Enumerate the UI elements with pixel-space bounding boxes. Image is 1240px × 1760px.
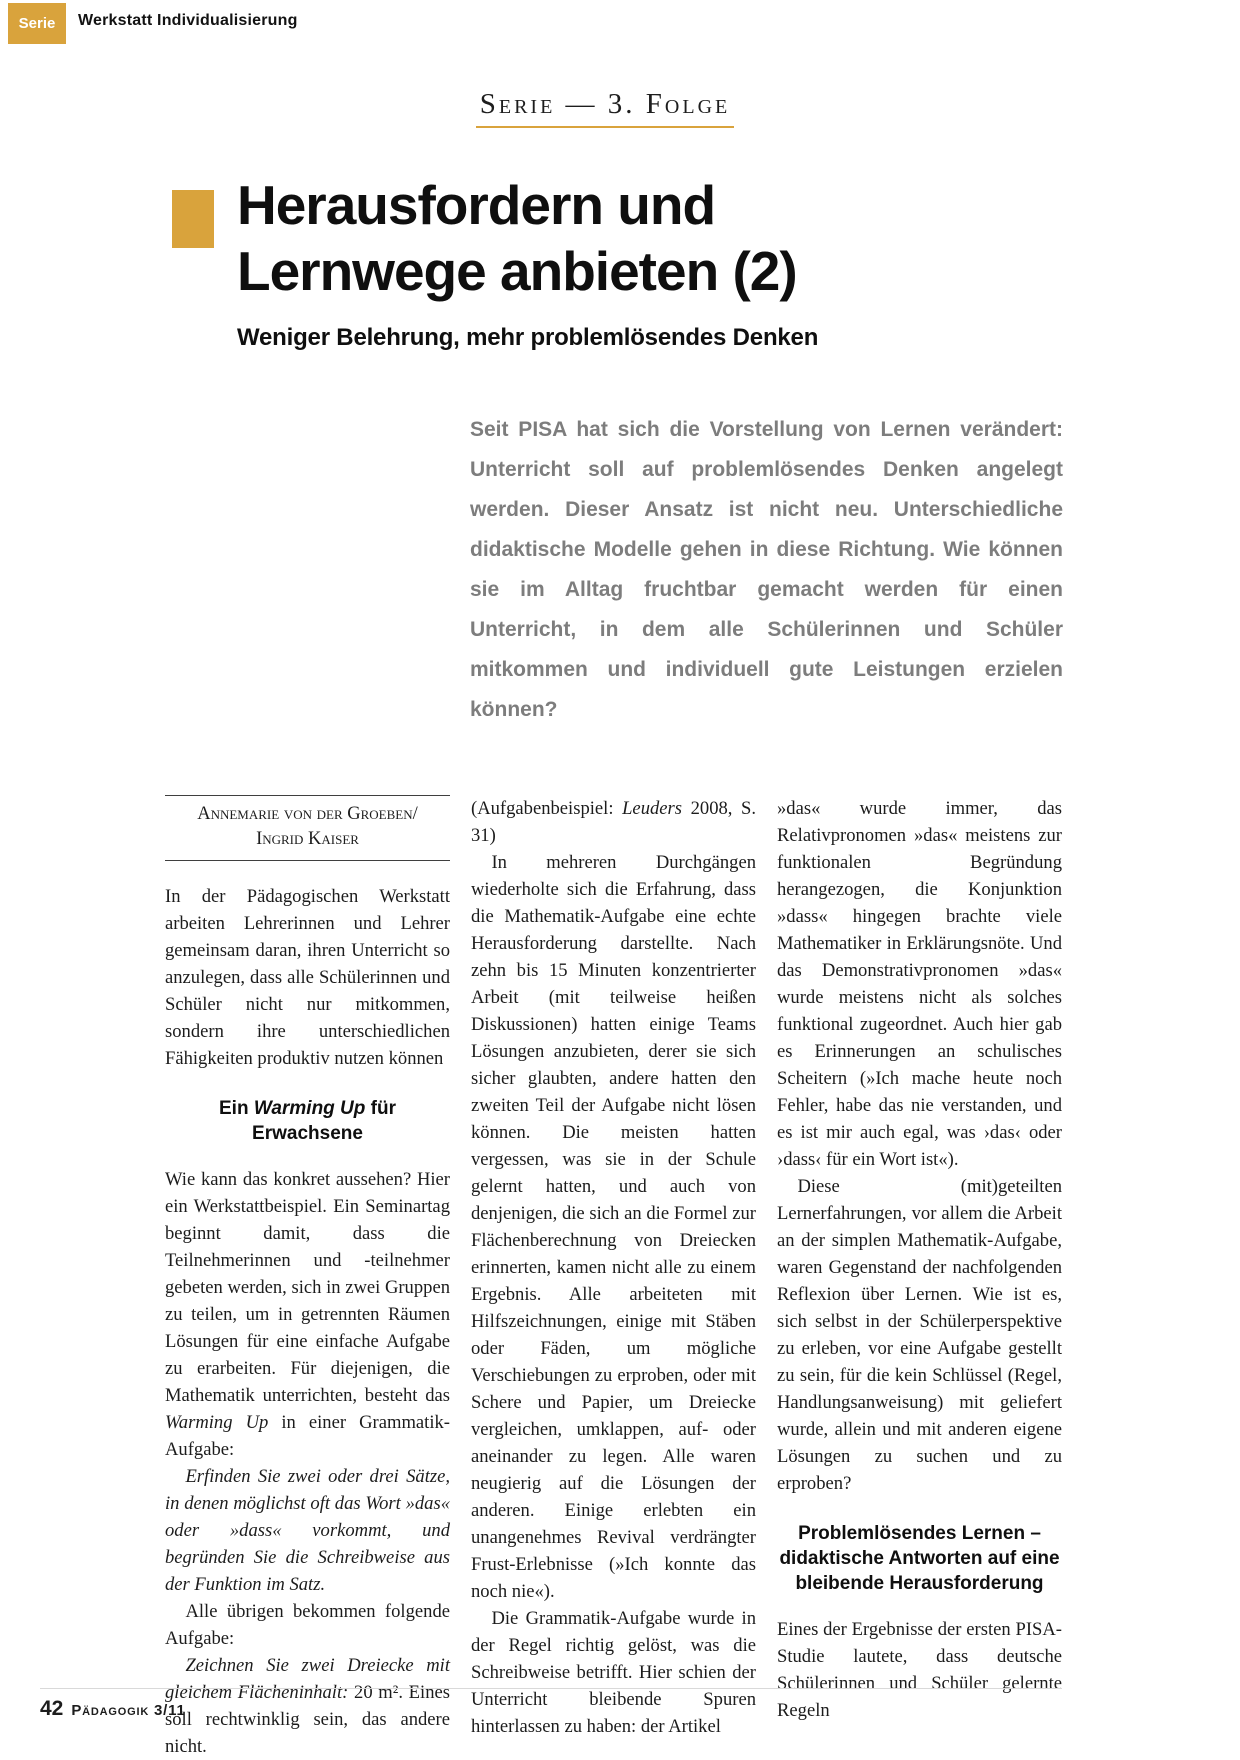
body-paragraph: In der Pädagogischen Werkstatt arbeiten Lehrerinnen und Lehrer gemeinsam daran, ihren Unterricht so anzulegen, dass alle Schülerinnen und Schüler nicht nur mitkommen, sondern ihre unterschiedlichen Fähigkeiten produktiv nutzen können (165, 886, 450, 1069)
body-paragraph: (Aufgabenbeispiel: Leuders 2008, S. 31) (471, 798, 757, 846)
body-paragraph: Zeichnen Sie zwei Dreiecke mit gleichem Flächeninhalt: 20 m². Eines soll rechtwinklig sein, das andere nicht. (165, 1655, 450, 1757)
page-title-line2: Lernwege anbieten (2) (237, 240, 797, 302)
column-3 (777, 795, 1062, 1760)
author-line2: Ingrid Kaiser (256, 829, 359, 849)
body-paragraph: Erfinden Sie zwei oder drei Sätze, in denen möglichst oft das Wort »das« oder »dass« vorkommt, und begründen Sie die Schreibweise aus der Funktion im Satz. (165, 1466, 450, 1595)
title-bullet-square (172, 190, 214, 248)
column-heading: Problemlösendes Lernen – didaktische Antworten auf eine bleibende Herausforderung (779, 1523, 1060, 1594)
series-tab (8, 3, 66, 44)
body-paragraph: Diese (mit)geteilten Lernerfahrungen, vor allem die Arbeit an der simplen Mathematik-Aufgabe, waren Gegenstand der nachfolgenden Reflexion über Lernen. Wie ist es, sich selbst in der Schülerperspektive zu erleben, vor eine Aufgabe gestellt zu sein, für die kein Schlüssel (Regel, Handlungsanweisung) mit geliefert wurde, allein und mit anderen eigene Lösungen zu suchen und zu erproben? (777, 1176, 1062, 1494)
column-1-text (165, 883, 450, 1760)
footer-rule (40, 1688, 1062, 1689)
series-tab-label: Serie (18, 15, 56, 32)
page-title-line1: Herausfordern und (237, 174, 716, 236)
body-paragraph: »das« wurde immer, das Relativpronomen »das« meistens zur funktionalen Begründung herangezogen, die Konjunktion »dass« hingegen brachte viele Mathematiker in Erklärungsnöte. Und das Demonstrativpronomen »das« wurde meistens nicht als solches funktional zugeordnet. Auch hier gab es Erinnerungen an schulisches Scheitern (»Ich mache heute noch Fehler, habe das nie verstanden, und es ist mir auch egal, was ›das‹ oder ›dass‹ für ein Wort ist«). (777, 798, 1062, 1170)
page-footer (40, 1697, 186, 1721)
series-strip-title: Werkstatt Individualisierung (78, 12, 298, 29)
author-line1: Annemarie von der Groeben/ (197, 804, 418, 824)
article-columns (165, 795, 1062, 1757)
body-paragraph: Die Grammatik-Aufgabe wurde in der Regel richtig gelöst, was die Schreibweise betrifft. Hier schien der Unterricht bleibende Spuren hinterlassen zu haben: der Artikel (471, 1608, 756, 1737)
column-1 (165, 795, 450, 1760)
page-number: 42 (40, 1697, 64, 1720)
column-heading: Ein Warming Up für Erwachsene (219, 1098, 396, 1144)
page-subtitle: Weniger Belehrung, mehr problemlösendes Denken (237, 324, 819, 351)
page-title (237, 172, 997, 304)
body-paragraph: Wie kann das konkret aussehen? Hier ein Werkstattbeispiel. Ein Seminartag beginnt damit, dass die Teilnehmerinnen und -teilnehmer gebeten werden, sich in zwei Gruppen zu teilen, um in getrennten Räumen Lösungen für eine einfache Aufgabe zu erarbeiten. Für diejenigen, die Mathematik unterrichten, besteht das Warming Up in einer Grammatik-Aufgabe: (165, 1169, 450, 1460)
journal-name: Pädagogik 3/11 (71, 1702, 186, 1719)
column-3-text (777, 795, 1062, 1724)
kicker: Serie — 3. Folge (476, 88, 735, 128)
column-2-text (471, 795, 756, 1740)
body-paragraph: Eines der Ergebnisse der ersten PISA-Studie lautete, dass deutsche Schülerinnen und Schüler gelernte Regeln (777, 1619, 1062, 1721)
body-paragraph: In mehreren Durchgängen wiederholte sich die Erfahrung, dass die Mathematik-Aufgabe eine echte Herausforderung darstellte. Nach zehn bis 15 Minuten konzentrierter Arbeit (mit teilweise heißen Diskussionen) hatten einige Teams Lösungen anzubieten, derer sie sich sicher glaubten, andere hatten den zweiten Teil der Aufgabe nicht lösen können. Die meisten hatten vergessen, was sie in der Schule gelernt hatten, und auch von denjenigen, die sich an die Formel zur Flächenberechnung von Dreiecken erinnerten, kamen nicht alle zu einem Ergebnis. Alle arbeiteten mit Hilfszeichnungen, einige mit Stäben oder Fäden, um mögliche Verschiebungen zu erproben, oder mit Schere und Papier, um Dreiecke vergleichen, umklappen, auf- oder aneinander zu legen. Alle waren neugierig auf die Lösungen der anderen. Einige erlebten ein unangenehmes Revival verdrängter Frust-Erlebnisse (»Ich konnte das noch nie«). (471, 852, 756, 1602)
standfirst: Seit PISA hat sich die Vorstellung von Lernen verändert: Unterricht soll auf problemlösendes Denken angelegt werden. Dieser Ansatz ist nicht neu. Unterschiedliche didaktische Modelle gehen in diese Richtung. Wie können sie im Alltag fruchtbar gemacht werden für einen Unterricht, in dem alle Schülerinnen und Schüler mitkommen und individuell gute Leistungen erzielen können? (470, 418, 1063, 721)
column-2 (471, 795, 756, 1760)
body-paragraph: Alle übrigen bekommen folgende Aufgabe: (165, 1601, 450, 1649)
author-block (165, 795, 450, 861)
kicker-wrap (0, 88, 1210, 128)
